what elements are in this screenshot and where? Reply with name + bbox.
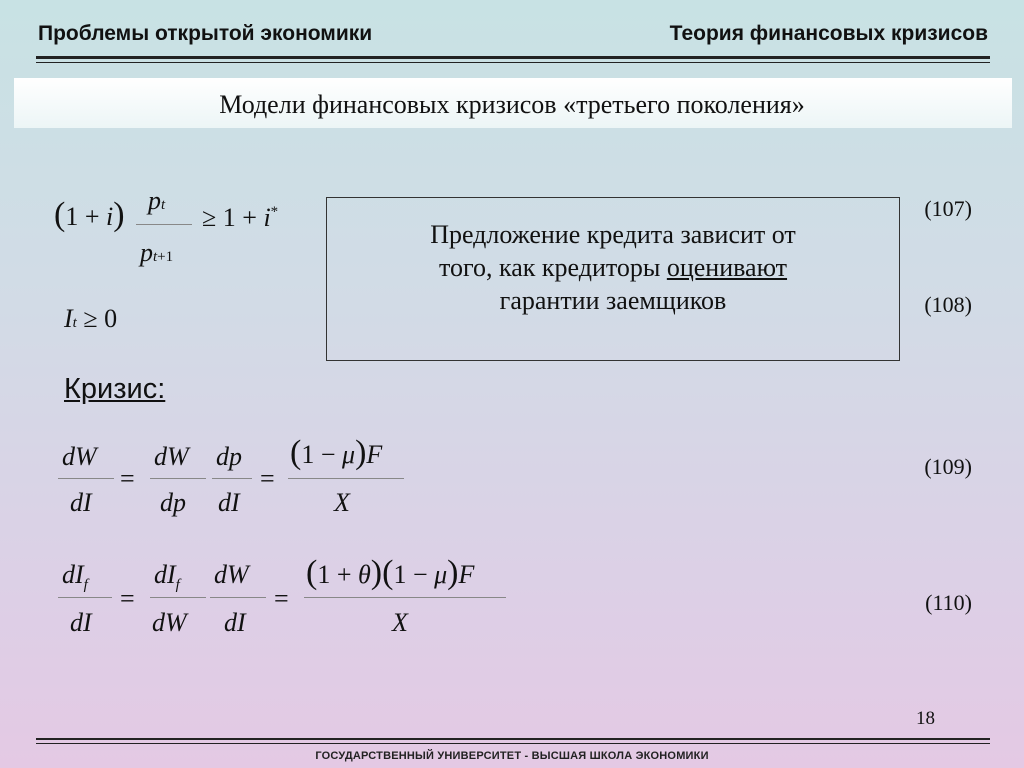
equation-number-109: (109) <box>924 454 972 479</box>
header-rule-thick <box>36 56 990 59</box>
equation-number-108: (108) <box>924 292 972 317</box>
footer-rule-thick <box>36 738 990 740</box>
header-left-title: Проблемы открытой экономики <box>38 22 373 45</box>
footer-rule-thin <box>36 743 990 744</box>
credit-supply-box <box>326 197 900 361</box>
box-underlined-word: оценивают <box>666 253 788 283</box>
page-number: 18 <box>916 708 935 729</box>
box-line-3: гарантии заемщиков <box>499 286 727 316</box>
header-rule-thin <box>36 62 990 63</box>
box-line-1: Предложение кредита зависит от <box>430 220 796 249</box>
header-right-title: Теория финансовых кризисов <box>669 22 988 45</box>
crisis-label: Кризис: <box>64 373 166 405</box>
slide-title: Модели финансовых кризисов «третьего поколения» <box>219 90 805 119</box>
equation-number-110: (110) <box>925 590 972 615</box>
box-line-2: того, как кредиторы <box>438 253 667 283</box>
footer-text: ГОСУДАРСТВЕННЫЙ УНИВЕРСИТЕТ - ВЫСШАЯ ШКОЛА ЭКОНОМИКИ <box>315 750 709 762</box>
equation-number-107: (107) <box>924 196 972 221</box>
equation-108: It ≥ 0 <box>64 304 118 333</box>
